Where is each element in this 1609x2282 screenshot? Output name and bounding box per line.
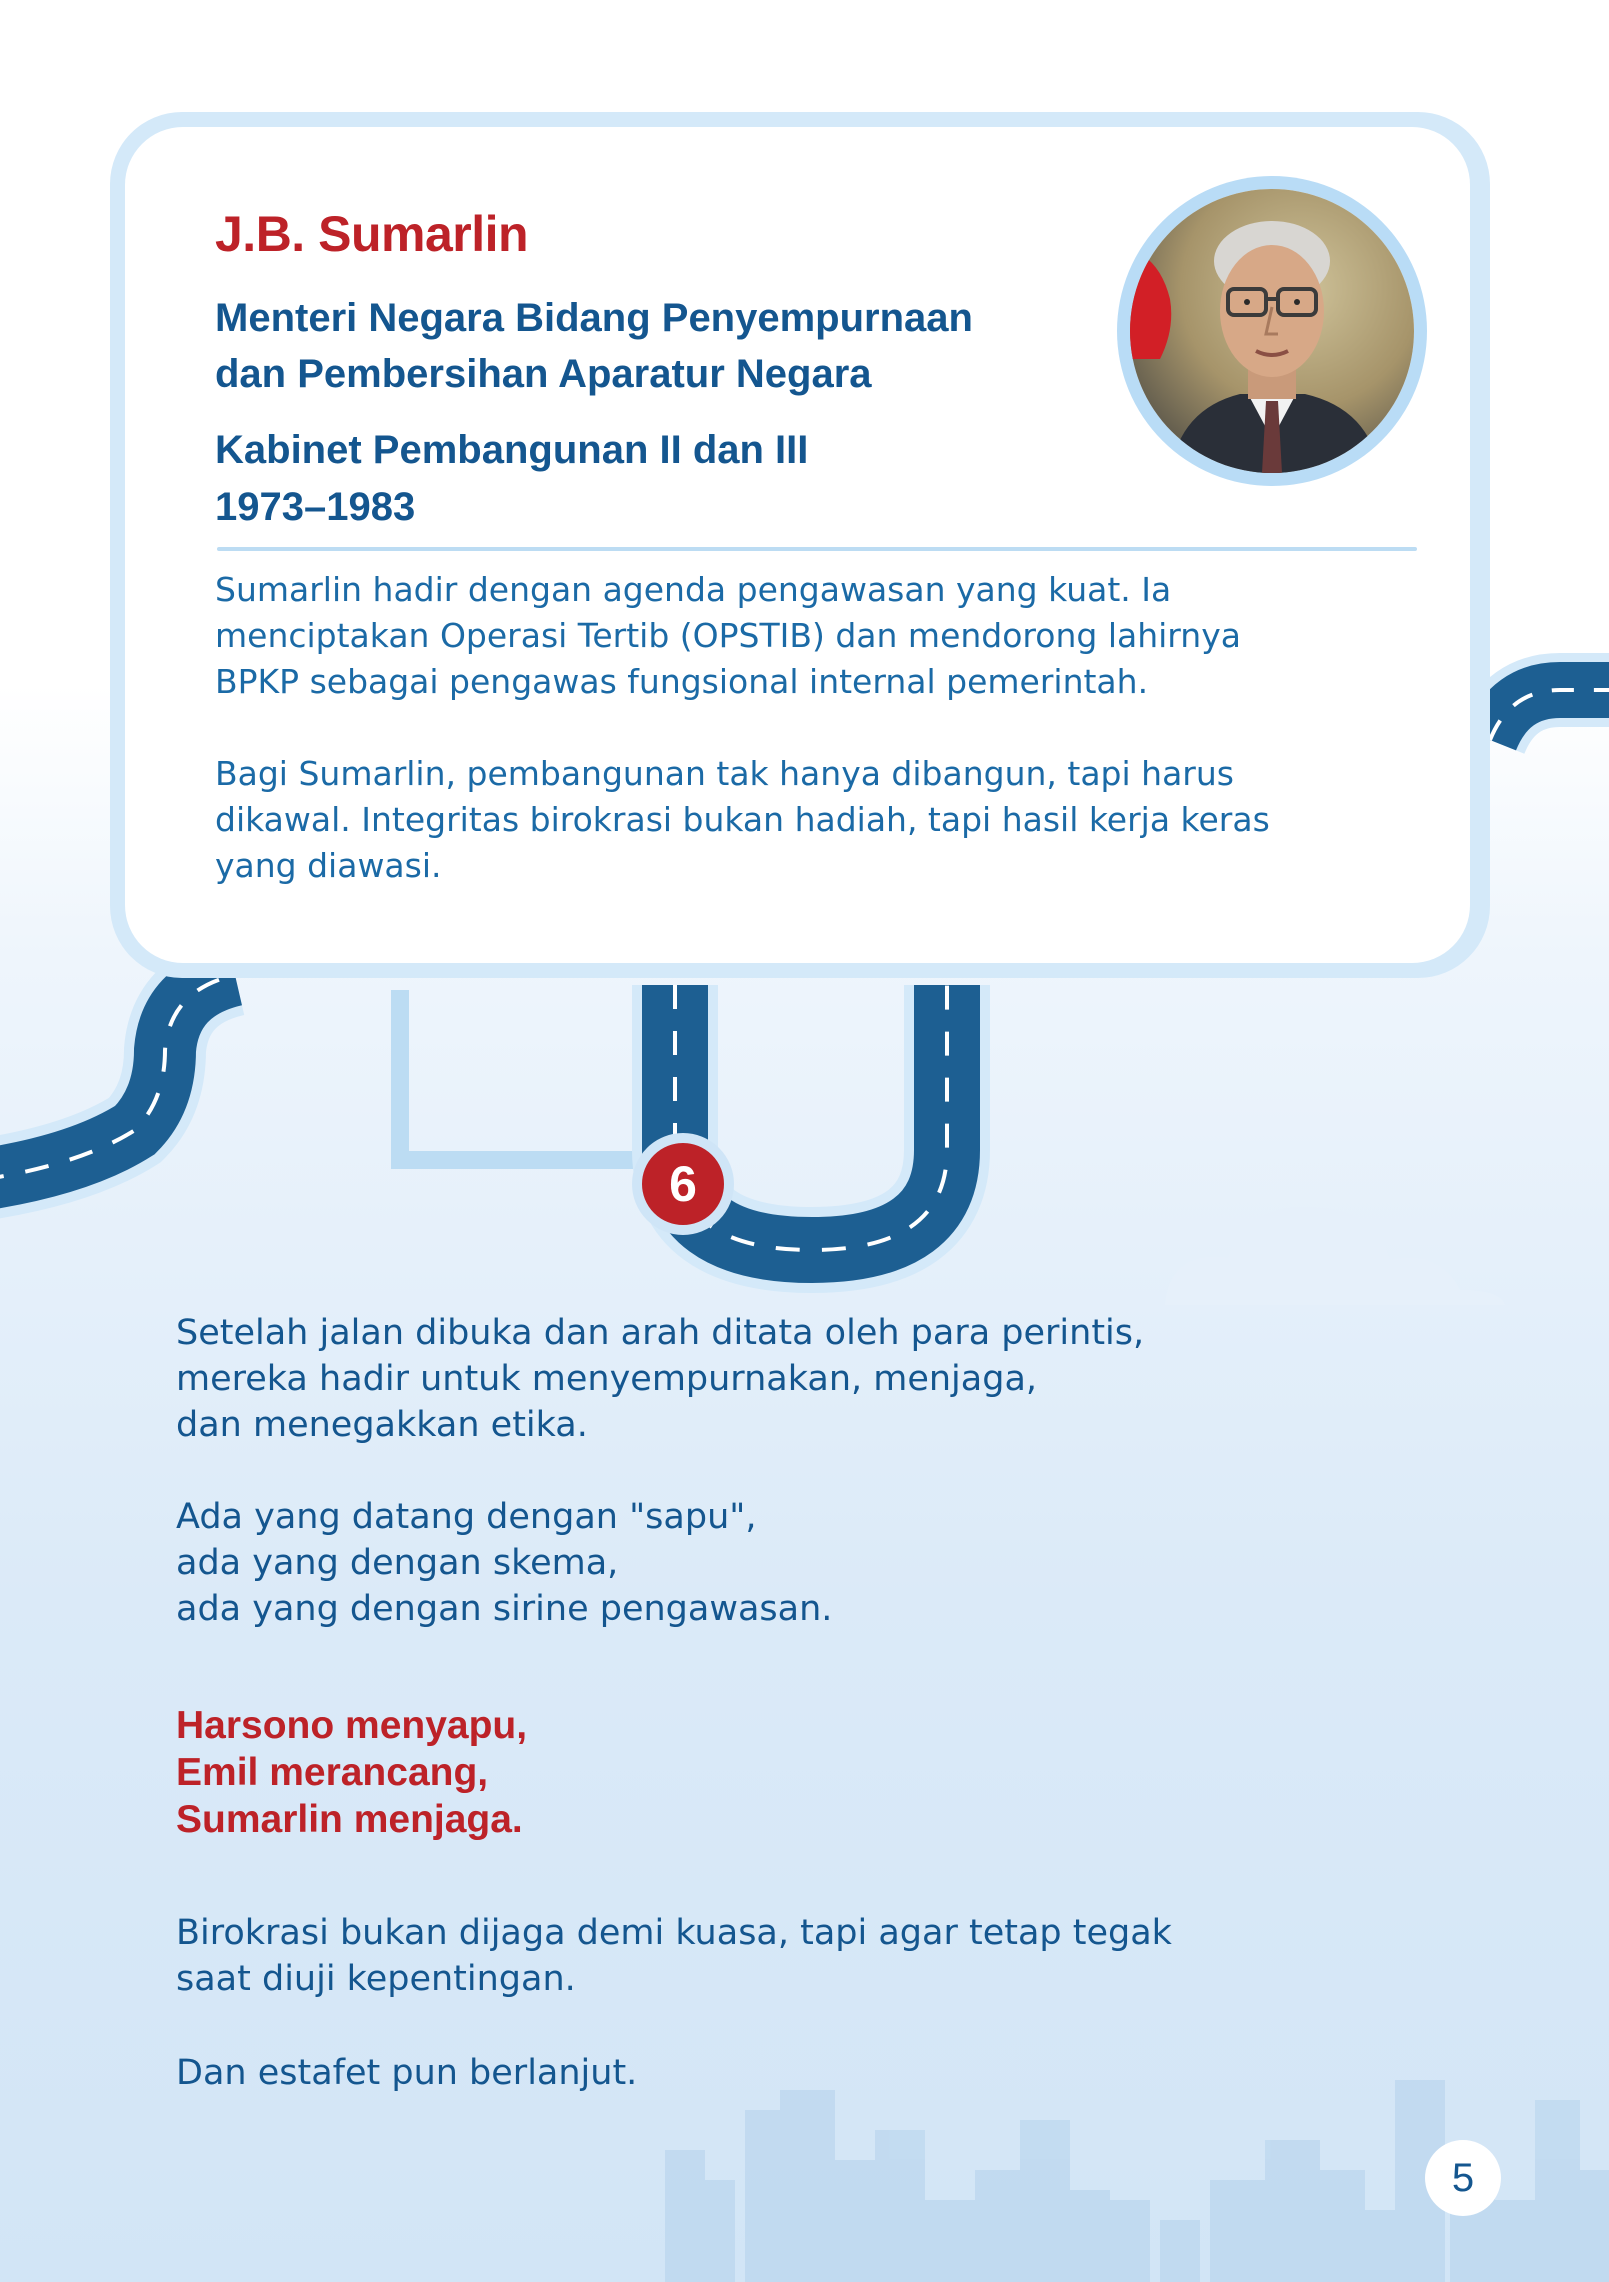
profile-paragraph-line: dikawal. Integritas birokrasi bukan hadiah, tapi hasil kerja keras [215, 800, 1270, 839]
profile-position-line: Menteri Negara Bidang Penyempurnaan [215, 296, 973, 340]
slogan-line: Emil merancang, [176, 1751, 489, 1794]
narrative-line: dan menegakkan etika. [176, 1405, 588, 1445]
narrative-line: ada yang dengan sirine pengawasan. [176, 1589, 833, 1629]
portrait-illustration [1130, 189, 1414, 473]
slogan-line: Harsono menyapu, [176, 1704, 528, 1747]
narrative-line: mereka hadir untuk menyempurnakan, menjaga, [176, 1359, 1038, 1399]
profile-position-line: dan Pembersihan Aparatur Negara [215, 352, 872, 396]
profile-cabinet-name: Kabinet Pembangunan II dan III [215, 428, 809, 472]
slogan-line: Sumarlin menjaga. [176, 1798, 523, 1841]
narrative-paragraph [176, 1310, 1376, 1448]
narrative-paragraph [176, 2050, 1376, 2096]
profile-position [215, 290, 1135, 402]
profile-cabinet [215, 422, 1135, 536]
narrative-paragraph [176, 1910, 1376, 2002]
profile-paragraph-line: yang diawasi. [215, 846, 442, 885]
narrative-line: Ada yang datang dengan "sapu", [176, 1497, 757, 1537]
profile-paragraph [215, 751, 1395, 889]
cloud-decoration [1165, 1207, 1505, 1305]
profile-paragraph [215, 567, 1395, 705]
step-number-badge: 6 [632, 1133, 734, 1235]
profile-paragraph-line: Sumarlin hadir dengan agenda pengawasan yang kuat. Ia [215, 570, 1172, 609]
road-left-curve [0, 975, 235, 1180]
page-number: 5 [1425, 2140, 1501, 2216]
narrative-line: ada yang dengan skema, [176, 1543, 619, 1583]
profile-paragraph-line: Bagi Sumarlin, pembangunan tak hanya dibangun, tapi harus [215, 754, 1234, 793]
divider [217, 547, 1417, 551]
narrative-line: Birokrasi bukan dijaga demi kuasa, tapi agar tetap tegak [176, 1913, 1172, 1953]
slogan [176, 1702, 527, 1843]
connector-line [400, 990, 640, 1160]
profile-name: J.B. Sumarlin [215, 206, 529, 262]
narrative-line: saat diuji kepentingan. [176, 1959, 576, 1999]
narrative-line: Setelah jalan dibuka dan arah ditata oleh para perintis, [176, 1313, 1145, 1353]
narrative-paragraph [176, 1494, 1376, 1632]
profile-term: 1973–1983 [215, 485, 416, 529]
road-right-edge [1490, 690, 1609, 740]
narrative-line: Dan estafet pun berlanjut. [176, 2053, 638, 2093]
profile-paragraph-line: BPKP sebagai pengawas fungsional internal pemerintah. [215, 662, 1149, 701]
profile-paragraph-line: menciptakan Operasi Tertib (OPSTIB) dan mendorong lahirnya [215, 616, 1241, 655]
portrait-photo [1130, 189, 1414, 473]
